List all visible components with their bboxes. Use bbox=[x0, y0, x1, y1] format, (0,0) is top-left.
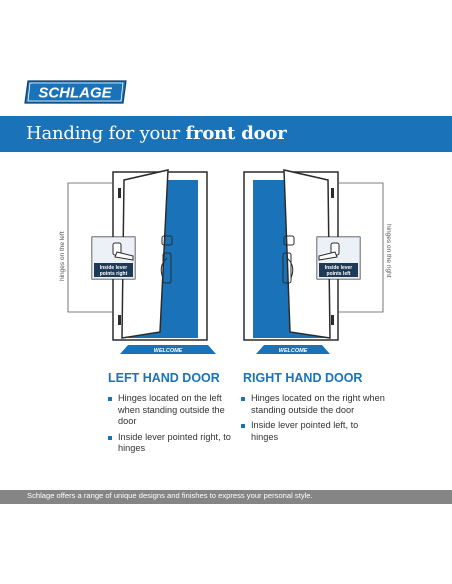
title-banner bbox=[0, 116, 452, 152]
right-mat-text: WELCOME bbox=[278, 348, 308, 354]
right-side-label: hinges on the right bbox=[385, 224, 392, 278]
bullet-text: Inside lever pointed right, to hinges bbox=[118, 431, 231, 453]
bullet-icon bbox=[241, 397, 245, 401]
left-mat-text: WELCOME bbox=[153, 348, 183, 354]
page-title bbox=[26, 123, 286, 144]
bullet-text: Hinges located on the right when standing outside the door bbox=[251, 393, 385, 415]
right-door-title: RIGHT HAND DOOR bbox=[243, 371, 363, 385]
list-item bbox=[241, 393, 386, 416]
right-hinge-top bbox=[331, 188, 334, 198]
bullet-icon bbox=[108, 397, 112, 401]
list-item bbox=[108, 432, 236, 455]
title-bold: front door bbox=[185, 123, 287, 144]
footer-bar bbox=[0, 490, 452, 504]
footer-text: Schlage offers a range of unique designs and finishes to express your personal style. bbox=[27, 491, 313, 500]
logo-text: SCHLAGE bbox=[38, 84, 112, 102]
left-door-illustration bbox=[59, 170, 216, 354]
right-callout-line-2: points left bbox=[326, 271, 351, 277]
right-hinge-bottom bbox=[331, 315, 334, 325]
left-side-label: hinges on the left bbox=[59, 231, 66, 281]
right-door-illustration bbox=[244, 170, 392, 354]
list-item bbox=[108, 393, 236, 428]
bullet-text: Hinges located on the left when standing outside the door bbox=[118, 393, 225, 426]
left-callout-line-1: Inside lever bbox=[99, 265, 128, 271]
bullet-icon bbox=[241, 424, 245, 428]
left-door-bullets bbox=[108, 393, 236, 459]
schlage-logo bbox=[24, 80, 128, 104]
door-handing-diagram bbox=[0, 160, 452, 360]
bullet-text: Inside lever pointed left, to hinges bbox=[251, 420, 359, 442]
left-hinge-top bbox=[118, 188, 121, 198]
list-item bbox=[241, 420, 386, 443]
right-door-bullets bbox=[241, 393, 386, 447]
left-door-title: LEFT HAND DOOR bbox=[108, 371, 220, 385]
left-hinge-bottom bbox=[118, 315, 121, 325]
title-light: Handing for your bbox=[26, 123, 186, 144]
right-callout-line-1: Inside lever bbox=[324, 265, 353, 271]
left-callout-line-2: points right bbox=[99, 271, 128, 277]
bullet-icon bbox=[108, 436, 112, 440]
